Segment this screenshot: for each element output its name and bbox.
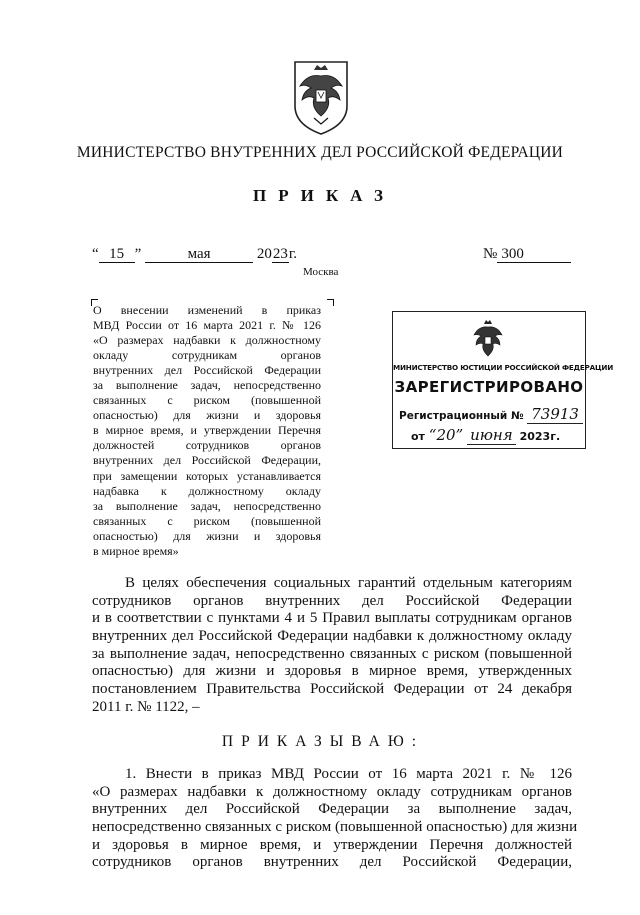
order-subject [93, 303, 321, 559]
item-1-line: 1. Внести в приказ МВД России от 16 марта 2021 г. № 126 [125, 766, 572, 782]
stamp-ministry: МИНИСТЕРСТВО ЮСТИЦИИ РОССИЙСКОЙ ФЕДЕРАЦИИ [393, 363, 614, 372]
preamble-line: постановлением Правительства Российской Федерации от 24 декабря [92, 681, 572, 698]
item-1-line: и здоровья в мирное время, и утверждении Перечня должностей [92, 836, 572, 853]
subject-line: надбавка к должностному окладу [93, 483, 321, 498]
order-number-value: 300 [497, 247, 571, 263]
stamp-registration-number [399, 405, 583, 423]
subject-line: в мирное время, и утверждении Перечня [93, 423, 321, 438]
order-date [92, 246, 297, 263]
preamble-line: В целях обеспечения социальных гарантий отдельным категориям [125, 575, 572, 591]
preamble-line: внутренних дел Российской Федерации надбавки к должностному окладу [92, 628, 572, 645]
subject-line: за выполнение задач, непосредственно [93, 378, 321, 393]
date-year-abbr: г. [288, 246, 298, 262]
subject-line: связанных с риском (повышенной [93, 513, 321, 528]
preamble-paragraph [92, 575, 572, 717]
document-type-title: ПРИКАЗ [253, 186, 395, 205]
item-1-line: сотрудников органов внутренних дел Российской Федерации, [92, 854, 572, 871]
subject-line: О внесении изменений в приказ [93, 303, 321, 317]
preamble-line: за выполнение задач, непосредственно связанных с риском (повышенной [92, 645, 572, 662]
stamp-registered: ЗАРЕГИСТРИРОВАНО [394, 378, 584, 396]
subject-line: окладу сотрудникам органов [93, 348, 321, 363]
date-day: 15 [99, 247, 135, 263]
stamp-date-prefix: от [411, 430, 425, 443]
item-1-line: внутренних дел Российской Федерации за выполнение задач, [92, 801, 572, 818]
coat-of-arms-emblem [292, 60, 350, 136]
stamp-eagle-icon [471, 318, 505, 360]
number-sign: № [483, 246, 498, 262]
subject-line: связанных с риском (повышенной [93, 393, 321, 408]
subject-line: должностей сотрудников органов [93, 438, 321, 453]
subject-line: внутренних дел Российской Федерации, [93, 453, 321, 468]
city: Москва [303, 266, 339, 278]
subject-line: МВД России от 16 марта 2021 г. № 126 [93, 318, 321, 333]
stamp-month: июня [467, 426, 516, 445]
registration-stamp [392, 311, 614, 449]
stamp-reg-number: 73913 [527, 405, 583, 424]
stamp-day: “20” [428, 426, 464, 444]
subject-line: за выполнение задач, непосредственно [93, 498, 321, 513]
subject-line: опасностью) для жизни и здоровья [93, 408, 321, 423]
date-month: мая [145, 247, 253, 263]
date-close-quote: ” [134, 246, 142, 262]
date-open-quote: “ [92, 246, 99, 262]
date-year-suffix: 23 [272, 246, 288, 262]
ministry-title: МИНИСТЕРСТВО ВНУТРЕННИХ ДЕЛ РОССИЙСКОЙ ФЕДЕРАЦИИ [76, 144, 564, 161]
subject-corner-right [327, 299, 334, 306]
subject-line: при замещении которых устанавливается [93, 468, 321, 483]
preamble-line: сотрудников органов внутренних дел Российской Федерации [92, 592, 572, 609]
stamp-date [411, 426, 560, 444]
order-word: ПРИКАЗЫВАЮ: [221, 733, 425, 750]
date-year-prefix: 20 [256, 246, 272, 262]
item-1-paragraph [92, 766, 578, 872]
subject-line: в мирное время» [93, 543, 179, 558]
stamp-year: 2023г. [519, 430, 561, 443]
preamble-line: 2011 г. № 1122, – [92, 698, 200, 715]
preamble-line: опасностью) для жизни и здоровья в мирное время, утвержденных [92, 663, 572, 680]
subject-line: внутренних дел Российской Федерации [93, 363, 321, 378]
stamp-reg-label: Регистрационный № [399, 410, 524, 422]
item-1-line: непосредственно связанных с риском (повышенной опасностью) для жизни [92, 819, 578, 836]
preamble-line: и в соответствии с пунктами 4 и 5 Правил выплаты сотрудникам органов [92, 610, 572, 627]
item-1-line: «О размерах надбавки к должностному окладу сотрудникам органов [92, 783, 572, 800]
order-number [483, 246, 571, 263]
subject-line: опасностью) для жизни и здоровья [93, 528, 321, 543]
subject-line: «О размерах надбавки к должностному [93, 333, 321, 348]
stamp-day-value: 20 [436, 426, 456, 444]
